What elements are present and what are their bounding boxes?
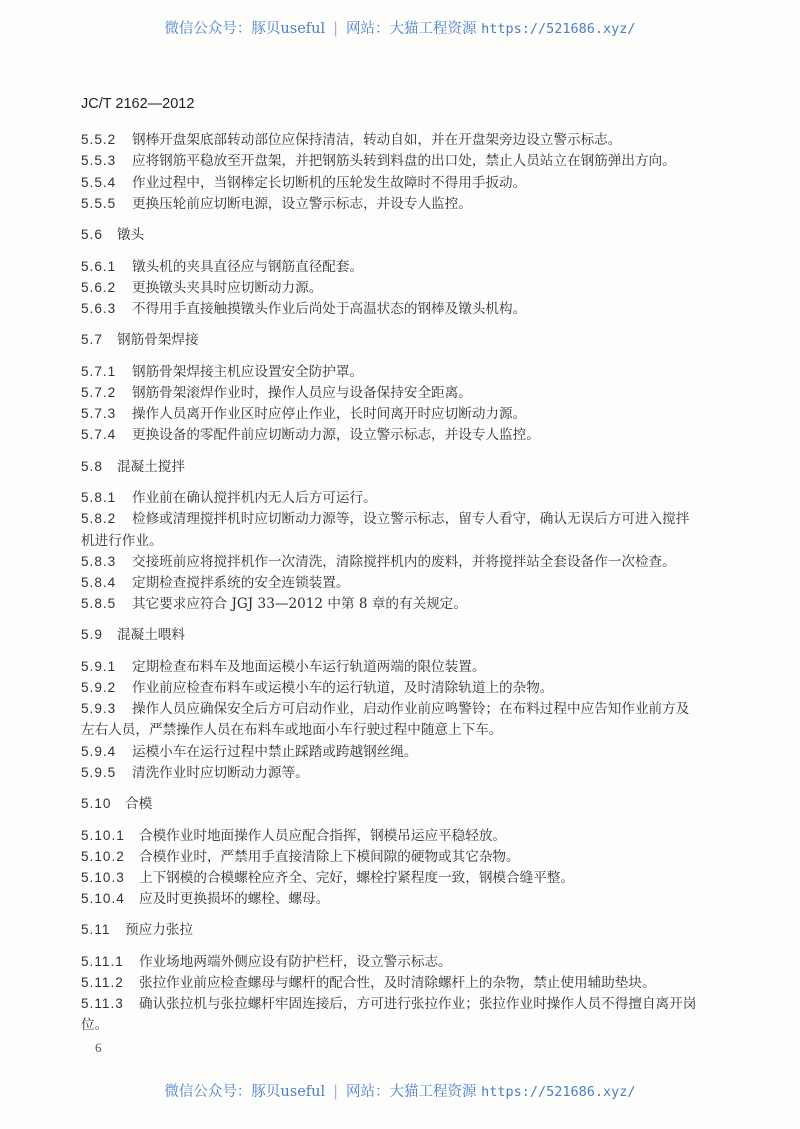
clause-text: 作业前应检查布料车或运模小车的运行轨道，及时清除轨道上的杂物。 — [132, 680, 554, 696]
clause-text: 更换设备的零配件前应切断动力源，设立警示标志，并设专人监控。 — [132, 427, 540, 444]
clause — [81, 679, 553, 697]
section-heading — [81, 626, 185, 644]
section-title: 混凝土搅拌 — [117, 458, 185, 475]
watermark-bottom — [0, 1080, 800, 1101]
clause-text: 作业过程中，当钢棒定长切断机的压轮发生故障时不得用手扳动。 — [132, 174, 527, 191]
clause-text: 检修或清理搅拌机时应切断动力源等，设立警示标志，留专人看守，确认无误后方可进入搅拌 — [132, 511, 690, 528]
clause-number: 5.7.1 — [81, 363, 117, 379]
watermark-separator: | — [333, 1084, 339, 1100]
clause-text: 应及时更换损坏的螺栓、螺母。 — [139, 891, 330, 908]
clause-number: 5.6.3 — [81, 301, 117, 317]
clause — [81, 848, 520, 866]
clause-number: 5.11.2 — [81, 975, 124, 990]
watermark-wechat: 微信公众号：豚贝useful — [164, 21, 326, 37]
clause-text: 定期检查布料车及地面运模小车运行轨道两端的限位装置。 — [132, 658, 486, 675]
clause-number: 5.8.4 — [81, 574, 117, 590]
section-heading — [81, 795, 152, 813]
clause-number: 5.5.5 — [81, 195, 117, 211]
clause-number: 5.8.3 — [81, 553, 117, 569]
clause — [81, 426, 540, 444]
watermark-site: 网站：大猫工程资源 — [346, 1084, 477, 1100]
clause-number: 5.9 — [81, 627, 103, 643]
clause — [81, 405, 526, 423]
clause-text: 操作人员应确保安全后方可启动作业，启动作业前应鸣警铃；在布料过程中应告知作业前方及 — [132, 701, 690, 718]
watermark-separator: | — [333, 21, 339, 37]
clause-number: 5.9.3 — [81, 701, 117, 717]
clause — [81, 279, 322, 297]
standard-code: JC/T 2162—2012 — [81, 96, 195, 112]
clause-text: 上下钢模的合模螺栓应齐全、完好，螺栓拧紧程度一致，钢模合缝平整。 — [139, 869, 574, 886]
clause-text: 其它要求应符合 JGJ 33—2012 中第 8 章的有关规定。 — [132, 596, 467, 613]
clause — [81, 658, 485, 676]
clause — [81, 700, 689, 718]
clause-number: 5.10.4 — [81, 891, 125, 907]
clause-text: 应将钢筋平稳放至开盘架，并把钢筋头转到料盘的出口处，禁止人员站立在钢筋弹出方向。 — [132, 153, 676, 170]
clause-text: 作业前在确认搅拌机内无人后方可运行。 — [132, 490, 377, 507]
clause-number: 5.7.2 — [81, 385, 117, 400]
clause-text: 张拉作业前应检查螺母与螺杆的配合性，及时清除螺杆上的杂物，禁止使用辅助垫块。 — [139, 975, 656, 991]
clause-text: 钢筋骨架焊接主机应设置安全防护罩。 — [132, 363, 364, 380]
watermark-top — [0, 17, 800, 38]
clause-number: 5.7.3 — [81, 406, 117, 422]
clause — [81, 869, 574, 887]
clause-text: 更换压轮前应切断电源，设立警示标志，并设专人监控。 — [132, 195, 472, 212]
clause-number: 5.11 — [81, 922, 111, 938]
clause-number: 5.7.4 — [81, 427, 117, 443]
section-heading — [81, 331, 199, 349]
clause — [81, 995, 696, 1013]
clause — [81, 489, 377, 507]
clause-number: 5.7 — [81, 332, 103, 348]
watermark-wechat: 微信公众号：豚贝useful — [164, 1084, 326, 1100]
clause-text: 清洗作业时应切断动力源等。 — [132, 764, 309, 781]
clause — [81, 363, 363, 381]
clause — [81, 553, 676, 571]
clause-number: 5.8.1 — [81, 490, 117, 506]
clause-text: 确认张拉机与张拉螺杆牢固连接后，方可进行张拉作业；张拉作业时操作人员不得擅自离开岗 — [139, 996, 697, 1013]
clause — [81, 131, 621, 149]
clause-text: 合模作业时地面操作人员应配合指挥，钢模吊运应平稳轻放。 — [139, 827, 507, 844]
clause-text: 钢棒开盘架底部转动部位应保持清洁，转动自如，并在开盘架旁边设立警示标志。 — [132, 132, 622, 148]
clause — [81, 258, 363, 276]
clause — [81, 510, 689, 528]
clause-text: 更换镦头夹具时应切断动力源。 — [132, 279, 323, 296]
clause-continuation — [81, 721, 502, 739]
clause — [81, 764, 309, 782]
clause — [81, 152, 676, 170]
clause-continuation — [81, 1016, 108, 1034]
clause-number: 5.6.1 — [81, 258, 117, 274]
section-heading — [81, 921, 193, 939]
clause-text: 镦头机的夹具直径应与钢筋直径配套。 — [132, 258, 364, 275]
clause-number: 5.9.5 — [81, 764, 117, 780]
clause-number: 5.8 — [81, 458, 103, 474]
clause-number: 5.8.5 — [81, 596, 117, 612]
clause-number: 5.10.2 — [81, 848, 125, 864]
watermark-url[interactable]: https://521686.xyz/ — [481, 21, 636, 37]
clause — [81, 384, 472, 402]
section-title: 钢筋骨架焊接 — [117, 332, 199, 349]
section-title: 合模 — [125, 796, 153, 812]
clause-number: 5.5.2 — [81, 132, 117, 147]
watermark-url[interactable]: https://521686.xyz/ — [481, 1084, 636, 1100]
clause — [81, 953, 452, 971]
section-title: 镦头 — [117, 227, 145, 244]
section-title: 预应力张拉 — [125, 922, 193, 939]
clause — [81, 574, 350, 592]
clause-text: 钢筋骨架滚焊作业时，操作人员应与设备保持安全距离。 — [132, 385, 472, 401]
section-heading — [81, 458, 185, 476]
clause-continuation — [81, 532, 163, 550]
clause-text: 作业场地两端外侧应设有防护栏杆，设立警示标志。 — [139, 953, 452, 970]
clause — [81, 195, 472, 213]
section-title: 混凝土喂料 — [117, 627, 185, 644]
clause — [81, 827, 506, 845]
clause-number: 5.10.3 — [81, 869, 125, 885]
clause-text: 合模作业时，严禁用手直接清除上下模间隙的硬物或其它杂物。 — [139, 848, 520, 865]
clause-number: 5.5.4 — [81, 174, 117, 190]
clause-number: 5.11.3 — [81, 996, 124, 1012]
clause — [81, 974, 656, 992]
section-heading — [81, 226, 144, 244]
clause — [81, 595, 467, 613]
clause-text: 机进行作业。 — [81, 532, 163, 549]
clause-number: 5.10 — [81, 796, 112, 811]
page-number: 6 — [95, 1040, 102, 1055]
clause-text: 定期检查搅拌系统的安全连锁装置。 — [132, 574, 350, 591]
clause-text: 左右人员，严禁操作人员在布料车或地面小车行驶过程中随意上下车。 — [81, 722, 503, 739]
clause-text: 运模小车在运行过程中禁止踩踏或跨越钢丝绳。 — [132, 743, 418, 760]
clause-text: 操作人员离开作业区时应停止作业，长时间离开时应切断动力源。 — [132, 406, 527, 423]
clause-number: 5.11.1 — [81, 953, 124, 969]
clause — [81, 174, 526, 192]
clause — [81, 743, 417, 761]
clause-text: 交接班前应将搅拌机作一次清洗，清除搅拌机内的废料，并将搅拌站全套设备作一次检查。 — [132, 553, 676, 570]
clause — [81, 890, 329, 908]
clause-text: 位。 — [81, 1017, 109, 1034]
clause-number: 5.5.3 — [81, 153, 117, 169]
clause-number: 5.6 — [81, 227, 103, 243]
watermark-site: 网站：大猫工程资源 — [346, 21, 477, 37]
clause-number: 5.8.2 — [81, 511, 117, 527]
clause-number: 5.6.2 — [81, 279, 117, 295]
clause — [81, 300, 526, 318]
clause-number: 5.10.1 — [81, 827, 125, 843]
clause-text: 不得用手直接触摸镦头作业后尚处于高温状态的钢棒及镦头机构。 — [132, 301, 527, 318]
clause-number: 5.9.1 — [81, 658, 117, 674]
clause-number: 5.9.4 — [81, 743, 117, 759]
clause-number: 5.9.2 — [81, 680, 117, 695]
